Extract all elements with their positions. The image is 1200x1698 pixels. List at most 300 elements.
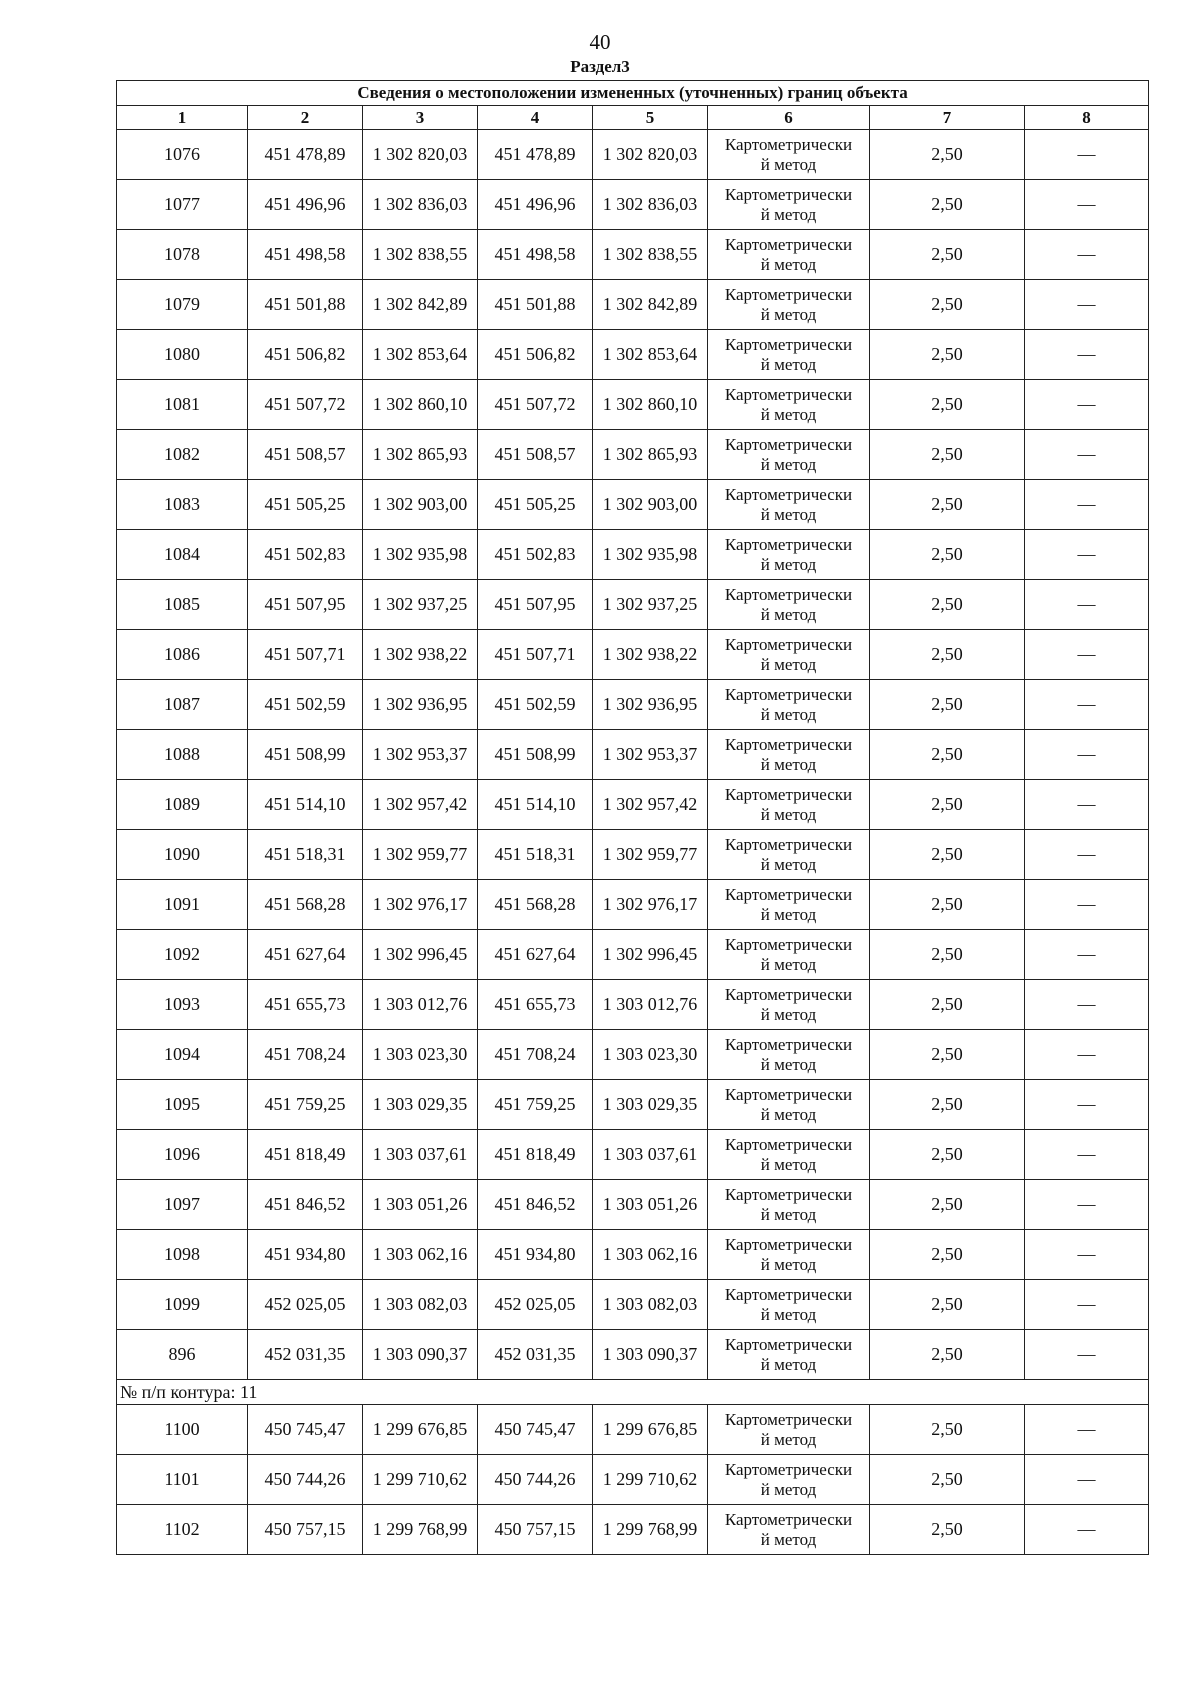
method-line: й метод bbox=[760, 1104, 817, 1124]
x-coordinate-refined-cell: 451 518,31 bbox=[478, 830, 593, 880]
accuracy-cell: 2,50 bbox=[870, 180, 1025, 230]
table-row bbox=[117, 1230, 1149, 1280]
accuracy-cell: 2,50 bbox=[870, 280, 1025, 330]
x-coordinate-cell: 451 496,96 bbox=[248, 180, 363, 230]
point-number-cell: 1083 bbox=[117, 480, 248, 530]
y-coordinate-refined-cell: 1 299 676,85 bbox=[593, 1405, 708, 1455]
point-number-cell: 1077 bbox=[117, 180, 248, 230]
method-cell bbox=[708, 430, 870, 480]
table-row bbox=[117, 1130, 1149, 1180]
method-line: Картометрически bbox=[724, 484, 853, 504]
table-row bbox=[117, 980, 1149, 1030]
y-coordinate-refined-cell: 1 302 903,00 bbox=[593, 480, 708, 530]
method-line: й метод bbox=[760, 554, 817, 574]
y-coordinate-refined-cell: 1 302 937,25 bbox=[593, 580, 708, 630]
point-number-cell: 1094 bbox=[117, 1030, 248, 1080]
y-coordinate-refined-cell: 1 302 996,45 bbox=[593, 930, 708, 980]
table-row bbox=[117, 480, 1149, 530]
point-number-cell: 1100 bbox=[117, 1405, 248, 1455]
x-coordinate-refined-cell: 451 508,57 bbox=[478, 430, 593, 480]
y-coordinate-cell: 1 302 853,64 bbox=[363, 330, 478, 380]
point-number-cell: 896 bbox=[117, 1330, 248, 1380]
y-coordinate-cell: 1 303 051,26 bbox=[363, 1180, 478, 1230]
x-coordinate-refined-cell: 451 934,80 bbox=[478, 1230, 593, 1280]
table-caption: Сведения о местоположении измененных (уточненных) границ объекта bbox=[117, 81, 1149, 106]
x-coordinate-cell: 451 818,49 bbox=[248, 1130, 363, 1180]
table-row bbox=[117, 380, 1149, 430]
note-cell: — bbox=[1025, 1330, 1149, 1380]
column-number: 1 bbox=[117, 106, 248, 130]
y-coordinate-cell: 1 302 836,03 bbox=[363, 180, 478, 230]
method-line: Картометрически bbox=[724, 1184, 853, 1204]
accuracy-cell: 2,50 bbox=[870, 830, 1025, 880]
method-cell bbox=[708, 1505, 870, 1555]
method-line: й метод bbox=[760, 754, 817, 774]
accuracy-cell: 2,50 bbox=[870, 1505, 1025, 1555]
method-line: Картометрически bbox=[724, 1084, 853, 1104]
y-coordinate-refined-cell: 1 303 037,61 bbox=[593, 1130, 708, 1180]
y-coordinate-cell: 1 299 710,62 bbox=[363, 1455, 478, 1505]
x-coordinate-refined-cell: 451 501,88 bbox=[478, 280, 593, 330]
x-coordinate-cell: 451 501,88 bbox=[248, 280, 363, 330]
method-line: й метод bbox=[760, 454, 817, 474]
x-coordinate-cell: 451 934,80 bbox=[248, 1230, 363, 1280]
method-cell bbox=[708, 1080, 870, 1130]
x-coordinate-cell: 451 846,52 bbox=[248, 1180, 363, 1230]
method-line: Картометрически bbox=[724, 584, 853, 604]
x-coordinate-cell: 451 502,59 bbox=[248, 680, 363, 730]
method-line: Картометрически bbox=[724, 334, 853, 354]
column-number: 2 bbox=[248, 106, 363, 130]
accuracy-cell: 2,50 bbox=[870, 380, 1025, 430]
y-coordinate-cell: 1 302 838,55 bbox=[363, 230, 478, 280]
column-number: 5 bbox=[593, 106, 708, 130]
point-number-cell: 1090 bbox=[117, 830, 248, 880]
point-number-cell: 1097 bbox=[117, 1180, 248, 1230]
method-line: й метод bbox=[760, 604, 817, 624]
method-cell bbox=[708, 530, 870, 580]
method-line: й метод bbox=[760, 954, 817, 974]
accuracy-cell: 2,50 bbox=[870, 1080, 1025, 1130]
x-coordinate-cell: 451 655,73 bbox=[248, 980, 363, 1030]
point-number-cell: 1081 bbox=[117, 380, 248, 430]
method-line: й метод bbox=[760, 254, 817, 274]
method-cell bbox=[708, 130, 870, 180]
y-coordinate-cell: 1 302 865,93 bbox=[363, 430, 478, 480]
y-coordinate-refined-cell: 1 302 836,03 bbox=[593, 180, 708, 230]
y-coordinate-refined-cell: 1 302 860,10 bbox=[593, 380, 708, 430]
point-number-cell: 1093 bbox=[117, 980, 248, 1030]
point-number-cell: 1076 bbox=[117, 130, 248, 180]
method-line: Картометрически bbox=[724, 184, 853, 204]
method-line: Картометрически bbox=[724, 684, 853, 704]
point-number-cell: 1098 bbox=[117, 1230, 248, 1280]
note-cell: — bbox=[1025, 680, 1149, 730]
table-row bbox=[117, 130, 1149, 180]
x-coordinate-refined-cell: 451 759,25 bbox=[478, 1080, 593, 1130]
column-number: 3 bbox=[363, 106, 478, 130]
y-coordinate-refined-cell: 1 299 768,99 bbox=[593, 1505, 708, 1555]
method-line: й метод bbox=[760, 1429, 817, 1449]
note-cell: — bbox=[1025, 330, 1149, 380]
method-line: й метод bbox=[760, 1479, 817, 1499]
method-line: й метод bbox=[760, 804, 817, 824]
page-number: 40 bbox=[589, 30, 611, 54]
y-coordinate-cell: 1 302 959,77 bbox=[363, 830, 478, 880]
x-coordinate-cell: 450 744,26 bbox=[248, 1455, 363, 1505]
method-cell bbox=[708, 230, 870, 280]
method-cell bbox=[708, 830, 870, 880]
table-row bbox=[117, 880, 1149, 930]
column-number-row bbox=[117, 106, 1149, 130]
accuracy-cell: 2,50 bbox=[870, 330, 1025, 380]
accuracy-cell: 2,50 bbox=[870, 430, 1025, 480]
y-coordinate-refined-cell: 1 302 976,17 bbox=[593, 880, 708, 930]
point-number-cell: 1099 bbox=[117, 1280, 248, 1330]
method-cell bbox=[708, 480, 870, 530]
note-cell: — bbox=[1025, 880, 1149, 930]
table-row bbox=[117, 830, 1149, 880]
method-line: Картометрически bbox=[724, 1459, 853, 1479]
method-cell bbox=[708, 980, 870, 1030]
method-cell bbox=[708, 1405, 870, 1455]
table-row bbox=[117, 780, 1149, 830]
method-line: й метод bbox=[760, 504, 817, 524]
note-cell: — bbox=[1025, 530, 1149, 580]
x-coordinate-refined-cell: 451 506,82 bbox=[478, 330, 593, 380]
method-line: й метод bbox=[760, 1254, 817, 1274]
method-line: й метод bbox=[760, 854, 817, 874]
method-line: Картометрически bbox=[724, 1409, 853, 1429]
method-line: Картометрически bbox=[724, 834, 853, 854]
x-coordinate-cell: 451 514,10 bbox=[248, 780, 363, 830]
x-coordinate-refined-cell: 451 568,28 bbox=[478, 880, 593, 930]
section-title: Раздел3 bbox=[570, 57, 630, 76]
note-cell: — bbox=[1025, 1030, 1149, 1080]
method-cell bbox=[708, 1230, 870, 1280]
point-number-cell: 1102 bbox=[117, 1505, 248, 1555]
table-row bbox=[117, 1330, 1149, 1380]
note-cell: — bbox=[1025, 130, 1149, 180]
method-line: й метод bbox=[760, 404, 817, 424]
y-coordinate-cell: 1 302 957,42 bbox=[363, 780, 478, 830]
y-coordinate-cell: 1 303 090,37 bbox=[363, 1330, 478, 1380]
accuracy-cell: 2,50 bbox=[870, 1030, 1025, 1080]
y-coordinate-refined-cell: 1 302 842,89 bbox=[593, 280, 708, 330]
x-coordinate-cell: 451 506,82 bbox=[248, 330, 363, 380]
point-number-cell: 1092 bbox=[117, 930, 248, 980]
x-coordinate-cell: 451 518,31 bbox=[248, 830, 363, 880]
method-line: й метод bbox=[760, 304, 817, 324]
note-cell: — bbox=[1025, 780, 1149, 830]
y-coordinate-refined-cell: 1 303 082,03 bbox=[593, 1280, 708, 1330]
y-coordinate-cell: 1 303 062,16 bbox=[363, 1230, 478, 1280]
x-coordinate-cell: 450 745,47 bbox=[248, 1405, 363, 1455]
x-coordinate-refined-cell: 451 708,24 bbox=[478, 1030, 593, 1080]
method-cell bbox=[708, 1280, 870, 1330]
column-number: 6 bbox=[708, 106, 870, 130]
note-cell: — bbox=[1025, 1455, 1149, 1505]
y-coordinate-cell: 1 299 768,99 bbox=[363, 1505, 478, 1555]
method-cell bbox=[708, 1455, 870, 1505]
method-line: й метод bbox=[760, 154, 817, 174]
method-line: Картометрически bbox=[724, 734, 853, 754]
method-cell bbox=[708, 330, 870, 380]
accuracy-cell: 2,50 bbox=[870, 530, 1025, 580]
method-cell bbox=[708, 630, 870, 680]
accuracy-cell: 2,50 bbox=[870, 230, 1025, 280]
y-coordinate-refined-cell: 1 302 865,93 bbox=[593, 430, 708, 480]
point-number-cell: 1082 bbox=[117, 430, 248, 480]
accuracy-cell: 2,50 bbox=[870, 780, 1025, 830]
y-coordinate-cell: 1 303 029,35 bbox=[363, 1080, 478, 1130]
x-coordinate-refined-cell: 451 627,64 bbox=[478, 930, 593, 980]
x-coordinate-cell: 451 505,25 bbox=[248, 480, 363, 530]
y-coordinate-refined-cell: 1 302 959,77 bbox=[593, 830, 708, 880]
y-coordinate-cell: 1 303 082,03 bbox=[363, 1280, 478, 1330]
x-coordinate-refined-cell: 451 478,89 bbox=[478, 130, 593, 180]
x-coordinate-cell: 450 757,15 bbox=[248, 1505, 363, 1555]
table-row bbox=[117, 680, 1149, 730]
note-cell: — bbox=[1025, 430, 1149, 480]
x-coordinate-cell: 451 507,71 bbox=[248, 630, 363, 680]
x-coordinate-refined-cell: 451 498,58 bbox=[478, 230, 593, 280]
method-line: й метод bbox=[760, 1054, 817, 1074]
accuracy-cell: 2,50 bbox=[870, 880, 1025, 930]
x-coordinate-cell: 451 759,25 bbox=[248, 1080, 363, 1130]
y-coordinate-refined-cell: 1 302 853,64 bbox=[593, 330, 708, 380]
note-cell: — bbox=[1025, 1080, 1149, 1130]
note-cell: — bbox=[1025, 1180, 1149, 1230]
table-row bbox=[117, 1280, 1149, 1330]
point-number-cell: 1101 bbox=[117, 1455, 248, 1505]
method-line: й метод bbox=[760, 1004, 817, 1024]
point-number-cell: 1087 bbox=[117, 680, 248, 730]
note-cell: — bbox=[1025, 1280, 1149, 1330]
method-line: й метод bbox=[760, 904, 817, 924]
table-caption-row bbox=[117, 81, 1149, 106]
note-cell: — bbox=[1025, 630, 1149, 680]
y-coordinate-refined-cell: 1 303 023,30 bbox=[593, 1030, 708, 1080]
point-number-cell: 1089 bbox=[117, 780, 248, 830]
x-coordinate-cell: 451 508,57 bbox=[248, 430, 363, 480]
y-coordinate-refined-cell: 1 302 838,55 bbox=[593, 230, 708, 280]
x-coordinate-refined-cell: 451 514,10 bbox=[478, 780, 593, 830]
method-cell bbox=[708, 180, 870, 230]
point-number-cell: 1085 bbox=[117, 580, 248, 630]
y-coordinate-refined-cell: 1 303 051,26 bbox=[593, 1180, 708, 1230]
note-cell: — bbox=[1025, 230, 1149, 280]
table-row bbox=[117, 1505, 1149, 1555]
method-cell bbox=[708, 680, 870, 730]
method-line: й метод bbox=[760, 1529, 817, 1549]
method-cell bbox=[708, 930, 870, 980]
method-line: Картометрически bbox=[724, 134, 853, 154]
table-row bbox=[117, 330, 1149, 380]
note-cell: — bbox=[1025, 730, 1149, 780]
x-coordinate-refined-cell: 451 505,25 bbox=[478, 480, 593, 530]
accuracy-cell: 2,50 bbox=[870, 1280, 1025, 1330]
table-row bbox=[117, 630, 1149, 680]
coordinates-table bbox=[116, 80, 1149, 1555]
point-number-cell: 1096 bbox=[117, 1130, 248, 1180]
y-coordinate-refined-cell: 1 302 953,37 bbox=[593, 730, 708, 780]
y-coordinate-cell: 1 302 937,25 bbox=[363, 580, 478, 630]
contour-label: № п/п контура: 11 bbox=[117, 1380, 1149, 1405]
note-cell: — bbox=[1025, 1230, 1149, 1280]
x-coordinate-refined-cell: 451 502,83 bbox=[478, 530, 593, 580]
accuracy-cell: 2,50 bbox=[870, 580, 1025, 630]
table-row bbox=[117, 730, 1149, 780]
table-row bbox=[117, 1080, 1149, 1130]
x-coordinate-refined-cell: 451 508,99 bbox=[478, 730, 593, 780]
method-cell bbox=[708, 1330, 870, 1380]
x-coordinate-refined-cell: 451 507,95 bbox=[478, 580, 593, 630]
y-coordinate-cell: 1 302 936,95 bbox=[363, 680, 478, 730]
y-coordinate-cell: 1 303 023,30 bbox=[363, 1030, 478, 1080]
note-cell: — bbox=[1025, 380, 1149, 430]
note-cell: — bbox=[1025, 1405, 1149, 1455]
method-line: й метод bbox=[760, 204, 817, 224]
table-row bbox=[117, 280, 1149, 330]
point-number-cell: 1095 bbox=[117, 1080, 248, 1130]
x-coordinate-cell: 451 508,99 bbox=[248, 730, 363, 780]
method-line: Картометрически bbox=[724, 234, 853, 254]
x-coordinate-refined-cell: 452 031,35 bbox=[478, 1330, 593, 1380]
x-coordinate-cell: 451 502,83 bbox=[248, 530, 363, 580]
y-coordinate-cell: 1 302 938,22 bbox=[363, 630, 478, 680]
x-coordinate-cell: 451 708,24 bbox=[248, 1030, 363, 1080]
method-line: Картометрически bbox=[724, 1284, 853, 1304]
accuracy-cell: 2,50 bbox=[870, 930, 1025, 980]
x-coordinate-refined-cell: 451 496,96 bbox=[478, 180, 593, 230]
note-cell: — bbox=[1025, 830, 1149, 880]
table-row bbox=[117, 930, 1149, 980]
x-coordinate-refined-cell: 451 846,52 bbox=[478, 1180, 593, 1230]
method-line: Картометрически bbox=[724, 1134, 853, 1154]
method-line: Картометрически bbox=[724, 984, 853, 1004]
y-coordinate-cell: 1 299 676,85 bbox=[363, 1405, 478, 1455]
method-line: й метод bbox=[760, 1304, 817, 1324]
table-row bbox=[117, 180, 1149, 230]
point-number-cell: 1088 bbox=[117, 730, 248, 780]
note-cell: — bbox=[1025, 1130, 1149, 1180]
method-line: Картометрически bbox=[724, 284, 853, 304]
accuracy-cell: 2,50 bbox=[870, 730, 1025, 780]
method-line: Картометрически bbox=[724, 934, 853, 954]
x-coordinate-cell: 451 507,95 bbox=[248, 580, 363, 630]
y-coordinate-refined-cell: 1 303 090,37 bbox=[593, 1330, 708, 1380]
note-cell: — bbox=[1025, 930, 1149, 980]
x-coordinate-cell: 451 498,58 bbox=[248, 230, 363, 280]
accuracy-cell: 2,50 bbox=[870, 1455, 1025, 1505]
point-number-cell: 1091 bbox=[117, 880, 248, 930]
x-coordinate-refined-cell: 451 655,73 bbox=[478, 980, 593, 1030]
note-cell: — bbox=[1025, 580, 1149, 630]
point-number-cell: 1079 bbox=[117, 280, 248, 330]
method-line: Картометрически bbox=[724, 1334, 853, 1354]
column-number: 7 bbox=[870, 106, 1025, 130]
column-number: 8 bbox=[1025, 106, 1149, 130]
method-line: й метод bbox=[760, 1154, 817, 1174]
note-cell: — bbox=[1025, 480, 1149, 530]
x-coordinate-cell: 451 627,64 bbox=[248, 930, 363, 980]
y-coordinate-cell: 1 302 996,45 bbox=[363, 930, 478, 980]
y-coordinate-cell: 1 302 860,10 bbox=[363, 380, 478, 430]
table-row bbox=[117, 1030, 1149, 1080]
accuracy-cell: 2,50 bbox=[870, 130, 1025, 180]
y-coordinate-refined-cell: 1 302 935,98 bbox=[593, 530, 708, 580]
x-coordinate-refined-cell: 450 744,26 bbox=[478, 1455, 593, 1505]
accuracy-cell: 2,50 bbox=[870, 1180, 1025, 1230]
accuracy-cell: 2,50 bbox=[870, 1405, 1025, 1455]
method-line: й метод bbox=[760, 1204, 817, 1224]
method-line: й метод bbox=[760, 704, 817, 724]
method-line: й метод bbox=[760, 654, 817, 674]
table-row bbox=[117, 1405, 1149, 1455]
method-cell bbox=[708, 880, 870, 930]
x-coordinate-refined-cell: 451 507,72 bbox=[478, 380, 593, 430]
x-coordinate-refined-cell: 452 025,05 bbox=[478, 1280, 593, 1330]
accuracy-cell: 2,50 bbox=[870, 980, 1025, 1030]
column-number: 4 bbox=[478, 106, 593, 130]
method-line: Картометрически bbox=[724, 1034, 853, 1054]
y-coordinate-refined-cell: 1 302 957,42 bbox=[593, 780, 708, 830]
y-coordinate-refined-cell: 1 303 062,16 bbox=[593, 1230, 708, 1280]
contour-row bbox=[117, 1380, 1149, 1405]
note-cell: — bbox=[1025, 280, 1149, 330]
accuracy-cell: 2,50 bbox=[870, 1130, 1025, 1180]
method-line: Картометрически bbox=[724, 784, 853, 804]
method-cell bbox=[708, 380, 870, 430]
x-coordinate-cell: 451 507,72 bbox=[248, 380, 363, 430]
table-row bbox=[117, 1180, 1149, 1230]
y-coordinate-refined-cell: 1 302 938,22 bbox=[593, 630, 708, 680]
y-coordinate-cell: 1 302 820,03 bbox=[363, 130, 478, 180]
y-coordinate-refined-cell: 1 303 029,35 bbox=[593, 1080, 708, 1130]
accuracy-cell: 2,50 bbox=[870, 1330, 1025, 1380]
x-coordinate-refined-cell: 451 507,71 bbox=[478, 630, 593, 680]
table-row bbox=[117, 230, 1149, 280]
y-coordinate-refined-cell: 1 302 936,95 bbox=[593, 680, 708, 730]
method-cell bbox=[708, 780, 870, 830]
method-line: Картометрически bbox=[724, 634, 853, 654]
point-number-cell: 1086 bbox=[117, 630, 248, 680]
accuracy-cell: 2,50 bbox=[870, 680, 1025, 730]
note-cell: — bbox=[1025, 180, 1149, 230]
y-coordinate-cell: 1 302 903,00 bbox=[363, 480, 478, 530]
method-line: й метод bbox=[760, 1354, 817, 1374]
y-coordinate-cell: 1 302 935,98 bbox=[363, 530, 478, 580]
method-line: Картометрически bbox=[724, 534, 853, 554]
method-line: Картометрически bbox=[724, 1509, 853, 1529]
method-line: Картометрически bbox=[724, 434, 853, 454]
x-coordinate-cell: 451 478,89 bbox=[248, 130, 363, 180]
note-cell: — bbox=[1025, 1505, 1149, 1555]
y-coordinate-cell: 1 302 842,89 bbox=[363, 280, 478, 330]
table-body bbox=[117, 81, 1149, 1555]
point-number-cell: 1080 bbox=[117, 330, 248, 380]
x-coordinate-refined-cell: 451 502,59 bbox=[478, 680, 593, 730]
method-line: Картометрически bbox=[724, 1234, 853, 1254]
y-coordinate-refined-cell: 1 302 820,03 bbox=[593, 130, 708, 180]
method-line: Картометрически bbox=[724, 884, 853, 904]
y-coordinate-refined-cell: 1 303 012,76 bbox=[593, 980, 708, 1030]
note-cell: — bbox=[1025, 980, 1149, 1030]
x-coordinate-refined-cell: 451 818,49 bbox=[478, 1130, 593, 1180]
table-row bbox=[117, 1455, 1149, 1505]
y-coordinate-cell: 1 302 953,37 bbox=[363, 730, 478, 780]
